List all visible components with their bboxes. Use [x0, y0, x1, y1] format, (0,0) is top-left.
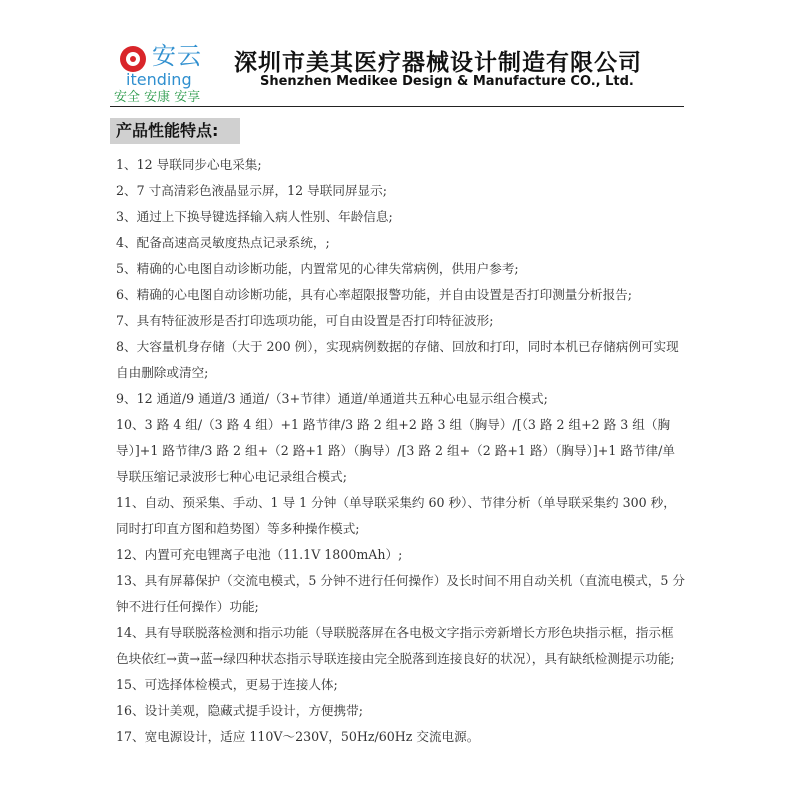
feature-item: 17、宽电源设计，适应 110V～230V，50Hz/60Hz 交流电源。	[116, 729, 480, 744]
feature-item: 8、大容量机身存储（大于 200 例），实现病例数据的存储、回放和打印，同时本机已存储病例可实现自由删除或清空;	[116, 339, 679, 380]
feature-item: 15、可选择体检模式，更易于连接人体;	[116, 677, 338, 692]
feature-item: 6、精确的心电图自动诊断功能，具有心率超限报警功能，并自由设置是否打印测量分析报告;	[116, 287, 633, 302]
feature-item: 5、精确的心电图自动诊断功能，内置常见的心律失常病例，供用户参考;	[116, 261, 519, 276]
feature-item: 1、12 导联同步心电采集;	[116, 157, 262, 172]
feature-item: 12、内置可充电锂离子电池（11.1V 1800mAh）;	[116, 547, 403, 562]
company-name-english: Shenzhen Medikee Design & Manufacture CO., Ltd.	[260, 74, 634, 89]
feature-item: 3、通过上下换导键选择输入病人性别、年龄信息;	[116, 209, 393, 224]
logo-tagline: 安全 安康 安享	[114, 90, 201, 105]
logo-english-text: itending	[126, 70, 192, 89]
section-title: 产品性能特点:	[110, 118, 240, 144]
logo-chinese-text: 安云	[152, 42, 202, 70]
logo-eye-icon	[120, 46, 146, 72]
feature-item: 10、3 路 4 组/（3 路 4 组）+1 路节律/3 路 2 组+2 路 3 组（胸导）/[（3 路 2 组+2 路 3 组（胸导）]+1 路节律/3 路 2 组+（2 路+1 路）（胸导）/[3 路 2 组+（2 路+1 路）（胸导）]+1 路节律/单导联压缩记录波形七种心电记录组合模式;	[116, 417, 675, 484]
header-divider	[110, 106, 684, 107]
feature-item: 2、7 寸高清彩色液晶显示屏，12 导联同屏显示;	[116, 183, 387, 198]
feature-item: 13、具有屏幕保护（交流电模式，5 分钟不进行任何操作）及长时间不用自动关机（直流电模式，5 分钟不进行任何操作）功能;	[116, 573, 685, 614]
feature-item: 4、配备高速高灵敏度热点记录系统，;	[116, 235, 330, 250]
feature-item: 14、具有导联脱落检测和指示功能（导联脱落屏在各电极文字指示旁新增长方形色块指示框，指示框色块依红→黄→蓝→绿四种状态指示导联连接由完全脱落到连接良好的状况），具有缺纸检测提示功能;	[116, 625, 675, 666]
feature-item: 11、自动、预采集、手动、1 导 1 分钟（单导联采集约 60 秒）、节律分析（单导联采集约 300 秒，同时打印直方图和趋势图）等多种操作模式;	[116, 495, 676, 536]
feature-list	[116, 152, 686, 750]
feature-item: 9、12 通道/9 通道/3 通道/（3+节律）通道/单通道共五种心电显示组合模式;	[116, 391, 548, 406]
document-header	[110, 38, 684, 108]
feature-item: 7、具有特征波形是否打印选项功能，可自由设置是否打印特征波形;	[116, 313, 494, 328]
feature-item: 16、设计美观，隐藏式提手设计，方便携带;	[116, 703, 363, 718]
company-name-chinese: 深圳市美其医疗器械设计制造有限公司	[234, 50, 642, 76]
